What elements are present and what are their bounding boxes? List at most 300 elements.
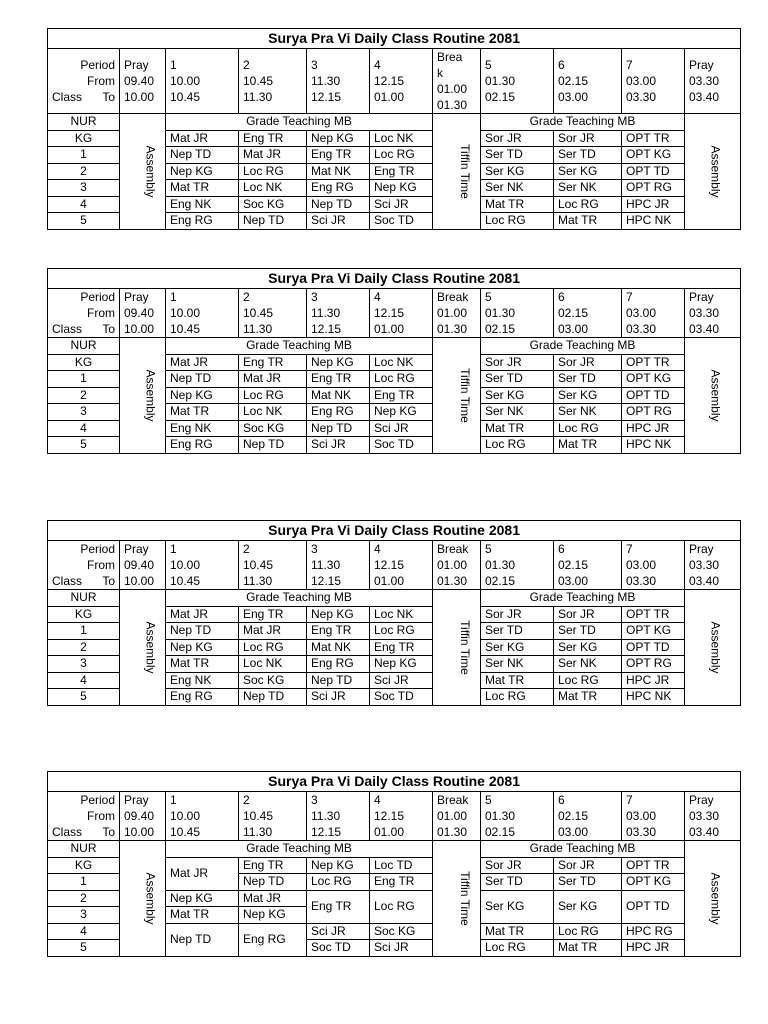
subject-cell: Mat JR — [239, 147, 307, 164]
subject-cell: Ser TD — [481, 623, 554, 640]
subject-cell: Soc KG — [239, 420, 307, 437]
assembly-label: Assembly — [708, 872, 723, 925]
assembly-label: Assembly — [708, 145, 723, 198]
period-to: 12.15 — [311, 825, 342, 839]
subject-cell: Eng RG — [239, 923, 307, 956]
class-routine-table — [47, 520, 741, 706]
routine-title: Surya Pra Vi Daily Class Routine 2081 — [48, 772, 741, 792]
period-to: 03.00 — [558, 825, 589, 839]
class-label: Class — [52, 90, 83, 104]
subject-cell: OPT RG — [622, 180, 685, 197]
subject-cell: Mat TR — [166, 180, 239, 197]
grade-teaching-first: Grade Teaching MB — [166, 841, 433, 858]
period-label: Period — [80, 542, 115, 556]
period-to: 12.15 — [311, 574, 342, 588]
assembly-label: Assembly — [143, 145, 158, 198]
period-from: 01.30 — [485, 558, 516, 572]
subject-cell: Eng TR — [307, 623, 370, 640]
period-from: 03.00 — [626, 558, 657, 572]
subject-cell: Ser TD — [481, 147, 554, 164]
subject-cell: Mat TR — [554, 213, 622, 230]
pray-label: Pray — [689, 542, 714, 556]
class-label: Class — [52, 825, 83, 839]
subject-cell: Soc KG — [239, 672, 307, 689]
period-number: 1 — [170, 793, 177, 807]
subject-cell: Ser TD — [554, 147, 622, 164]
grade-teaching-first: Grade Teaching MB — [166, 114, 433, 131]
class-routine-table — [47, 28, 741, 230]
period-header-2 — [239, 792, 307, 841]
subject-cell: Mat NK — [307, 639, 370, 656]
subject-cell: Eng RG — [307, 656, 370, 673]
period-from: 10.45 — [243, 558, 274, 572]
subject-cell: Loc RG — [370, 623, 433, 640]
period-header-5 — [481, 792, 554, 841]
subject-cell: Nep TD — [166, 623, 239, 640]
subject-cell: Nep KG — [166, 890, 239, 907]
subject-cell: Eng TR — [239, 857, 307, 874]
subject-cell: Loc RG — [554, 196, 622, 213]
pray-start-from: 09.40 — [124, 74, 155, 88]
period-number: 3 — [311, 793, 318, 807]
period-header-7 — [622, 792, 685, 841]
period-header-5 — [481, 289, 554, 338]
pray-start-cell — [120, 541, 166, 590]
assembly-start — [120, 338, 166, 454]
break-header — [433, 289, 481, 338]
period-to: 10.45 — [170, 90, 201, 104]
subject-cell: Eng RG — [166, 689, 239, 706]
subject-cell: Nep KG — [370, 180, 433, 197]
period-to: 03.30 — [626, 574, 657, 588]
class-routine-table — [47, 268, 741, 454]
break-label: Break — [437, 290, 469, 304]
break-label: Break — [437, 542, 469, 556]
class-nur: NUR — [48, 590, 120, 607]
subject-cell: Sci JR — [307, 437, 370, 454]
pray-label: Pray — [124, 542, 149, 556]
class-nur: NUR — [48, 338, 120, 355]
subject-cell: Loc NK — [239, 656, 307, 673]
period-from: 01.30 — [485, 809, 516, 823]
break-from: 01.00 — [437, 82, 468, 96]
period-number: 5 — [485, 793, 492, 807]
subject-cell: Ser NK — [481, 656, 554, 673]
subject-cell: Loc RG — [554, 420, 622, 437]
period-number: 7 — [626, 58, 633, 72]
period-to: 03.00 — [558, 574, 589, 588]
period-from: 10.00 — [170, 306, 201, 320]
period-from: 02.15 — [558, 306, 589, 320]
period-header-4 — [370, 541, 433, 590]
subject-cell: Eng NK — [166, 420, 239, 437]
subject-cell: Mat TR — [481, 923, 554, 940]
tiffin-time — [433, 114, 481, 230]
to-label: To — [102, 322, 115, 336]
pray-start-from: 09.40 — [124, 558, 155, 572]
pray-start-to: 10.00 — [124, 825, 155, 839]
subject-cell: Sor JR — [554, 354, 622, 371]
period-number: 7 — [626, 793, 633, 807]
period-number: 1 — [170, 58, 177, 72]
period-number: 6 — [558, 542, 565, 556]
period-from: 12.15 — [374, 306, 405, 320]
period-number: 6 — [558, 793, 565, 807]
period-number: 5 — [485, 290, 492, 304]
period-header-6 — [554, 792, 622, 841]
class-label-cell: 2 — [48, 639, 120, 656]
grade-teaching-second: Grade Teaching MB — [481, 338, 685, 355]
subject-cell: Mat TR — [554, 689, 622, 706]
subject-cell: Nep TD — [239, 689, 307, 706]
subject-cell: Ser TD — [554, 874, 622, 891]
period-to: 02.15 — [485, 825, 516, 839]
subject-cell: OPT KG — [622, 147, 685, 164]
assembly-start — [120, 590, 166, 706]
period-number: 3 — [311, 290, 318, 304]
period-from: 12.15 — [374, 74, 405, 88]
period-number: 2 — [243, 58, 250, 72]
period-to: 10.45 — [170, 322, 201, 336]
subject-cell: Nep KG — [239, 907, 307, 924]
period-to: 03.30 — [626, 322, 657, 336]
subject-cell: Eng TR — [370, 163, 433, 180]
period-number: 4 — [374, 58, 381, 72]
period-to: 03.30 — [626, 825, 657, 839]
subject-cell: OPT TR — [622, 857, 685, 874]
period-from: 01.30 — [485, 74, 516, 88]
subject-cell: Loc NK — [370, 354, 433, 371]
subject-cell: OPT RG — [622, 404, 685, 421]
subject-cell: Eng TR — [307, 147, 370, 164]
period-to: 01.00 — [374, 825, 405, 839]
subject-cell: Nep TD — [239, 874, 307, 891]
break-header — [433, 49, 481, 114]
period-number: 7 — [626, 290, 633, 304]
subject-cell: Ser TD — [554, 623, 622, 640]
pray-label: Pray — [689, 290, 714, 304]
subject-cell: Ser NK — [481, 180, 554, 197]
pray-label: Pray — [124, 290, 149, 304]
period-from: 12.15 — [374, 809, 405, 823]
subject-cell: Nep KG — [307, 857, 370, 874]
subject-cell: Sci JR — [370, 196, 433, 213]
subject-cell: Ser KG — [481, 639, 554, 656]
subject-cell: Loc NK — [370, 130, 433, 147]
assembly-start — [120, 841, 166, 957]
class-label: Class — [52, 322, 83, 336]
period-number: 4 — [374, 290, 381, 304]
period-header-3 — [307, 541, 370, 590]
period-to: 11.30 — [243, 825, 273, 839]
period-header-6 — [554, 541, 622, 590]
subject-cell: Mat JR — [239, 890, 307, 907]
subject-cell: Mat TR — [166, 907, 239, 924]
pray-end-to: 03.40 — [689, 574, 720, 588]
class-label-cell: 1 — [48, 371, 120, 388]
period-from: 03.00 — [626, 74, 657, 88]
subject-cell: Nep KG — [307, 130, 370, 147]
subject-cell: OPT TD — [622, 163, 685, 180]
tiffin-time — [433, 338, 481, 454]
pray-end-from: 03.30 — [689, 558, 720, 572]
subject-cell: Ser TD — [481, 371, 554, 388]
subject-cell: Mat JR — [166, 857, 239, 890]
from-label: From — [87, 558, 115, 572]
period-from: 02.15 — [558, 809, 589, 823]
break-label: Break — [437, 793, 469, 807]
grade-teaching-second: Grade Teaching MB — [481, 590, 685, 607]
class-label-cell: 3 — [48, 404, 120, 421]
grade-teaching-second: Grade Teaching MB — [481, 114, 685, 131]
period-header-1 — [166, 541, 239, 590]
class-label-cell: 4 — [48, 196, 120, 213]
period-number: 7 — [626, 542, 633, 556]
subject-cell: OPT TD — [622, 387, 685, 404]
period-from: 03.00 — [626, 306, 657, 320]
break-to: 01.30 — [437, 825, 468, 839]
class-label-cell: KG — [48, 354, 120, 371]
subject-cell: Mat TR — [481, 672, 554, 689]
period-header-5 — [481, 541, 554, 590]
subject-cell: Loc RG — [481, 689, 554, 706]
class-label-cell: 2 — [48, 163, 120, 180]
subject-cell: Sci JR — [370, 672, 433, 689]
class-label-cell: 4 — [48, 420, 120, 437]
to-label: To — [102, 90, 115, 104]
subject-cell: Mat JR — [239, 371, 307, 388]
period-from: 12.15 — [374, 558, 405, 572]
subject-cell: Mat JR — [166, 130, 239, 147]
break-label: Brea — [437, 50, 463, 64]
subject-cell: Loc RG — [481, 940, 554, 957]
grade-teaching-second: Grade Teaching MB — [481, 841, 685, 858]
period-label-cell — [48, 49, 120, 114]
subject-cell: Loc RG — [370, 371, 433, 388]
subject-cell: Loc RG — [481, 437, 554, 454]
period-to: 03.30 — [626, 90, 657, 104]
pray-start-from: 09.40 — [124, 306, 155, 320]
subject-cell: Nep TD — [239, 213, 307, 230]
period-to: 12.15 — [311, 90, 342, 104]
subject-cell: Nep KG — [166, 163, 239, 180]
break-to: 01.30 — [437, 574, 468, 588]
period-header-7 — [622, 289, 685, 338]
subject-cell: Mat JR — [166, 606, 239, 623]
tiffin-time — [433, 590, 481, 706]
subject-cell: Eng TR — [370, 639, 433, 656]
pray-end-cell — [685, 541, 741, 590]
subject-cell: Eng TR — [307, 890, 370, 923]
class-label-cell: 2 — [48, 387, 120, 404]
grade-teaching-first: Grade Teaching MB — [166, 338, 433, 355]
period-number: 1 — [170, 290, 177, 304]
subject-cell: Sor JR — [554, 857, 622, 874]
subject-cell: OPT TR — [622, 606, 685, 623]
subject-cell: Eng RG — [307, 404, 370, 421]
subject-cell: HPC NK — [622, 437, 685, 454]
subject-cell: Loc RG — [554, 923, 622, 940]
subject-cell: Soc TD — [307, 940, 370, 957]
tiffin-time — [433, 841, 481, 957]
pray-end-from: 03.30 — [689, 306, 720, 320]
pray-end-from: 03.30 — [689, 74, 720, 88]
period-number: 3 — [311, 542, 318, 556]
period-header-6 — [554, 289, 622, 338]
subject-cell: OPT TR — [622, 354, 685, 371]
pray-start-cell — [120, 792, 166, 841]
period-header-7 — [622, 49, 685, 114]
subject-cell: Ser NK — [554, 180, 622, 197]
subject-cell: Mat NK — [307, 163, 370, 180]
subject-cell: Ser KG — [481, 163, 554, 180]
subject-cell: Loc RG — [370, 890, 433, 923]
period-number: 2 — [243, 793, 250, 807]
subject-cell: Mat JR — [166, 354, 239, 371]
class-label-cell: 1 — [48, 623, 120, 640]
subject-cell: Sci JR — [307, 213, 370, 230]
subject-cell: Eng RG — [307, 180, 370, 197]
period-to: 02.15 — [485, 574, 516, 588]
period-number: 6 — [558, 290, 565, 304]
tiffin-label: Tiffin Time — [457, 870, 472, 926]
pray-start-cell — [120, 49, 166, 114]
assembly-end — [685, 114, 741, 230]
subject-cell: Sor JR — [554, 130, 622, 147]
break-from: 01.00 — [437, 558, 468, 572]
class-nur: NUR — [48, 841, 120, 858]
subject-cell: Eng NK — [166, 196, 239, 213]
period-from: 11.30 — [311, 809, 341, 823]
break-from: 01.00 — [437, 809, 468, 823]
period-to: 03.00 — [558, 90, 589, 104]
period-label: Period — [80, 290, 115, 304]
period-header-1 — [166, 792, 239, 841]
subject-cell: Ser NK — [554, 656, 622, 673]
subject-cell: Loc NK — [370, 606, 433, 623]
subject-cell: Nep KG — [166, 639, 239, 656]
subject-cell: Eng TR — [239, 606, 307, 623]
period-from: 03.00 — [626, 809, 657, 823]
subject-cell: Mat JR — [239, 623, 307, 640]
break-header — [433, 541, 481, 590]
assembly-label: Assembly — [143, 369, 158, 422]
period-number: 1 — [170, 542, 177, 556]
subject-cell: HPC NK — [622, 213, 685, 230]
subject-cell: Sor JR — [481, 606, 554, 623]
class-label-cell: KG — [48, 857, 120, 874]
pray-end-cell — [685, 792, 741, 841]
subject-cell: Eng TR — [370, 874, 433, 891]
subject-cell: OPT RG — [622, 656, 685, 673]
subject-cell: Eng RG — [166, 213, 239, 230]
class-label: Class — [52, 574, 83, 588]
subject-cell: Nep TD — [307, 196, 370, 213]
subject-cell: HPC JR — [622, 940, 685, 957]
period-to: 10.45 — [170, 574, 201, 588]
subject-cell: Ser NK — [481, 404, 554, 421]
period-to: 11.30 — [243, 574, 273, 588]
subject-cell: Nep KG — [166, 387, 239, 404]
subject-cell: Nep KG — [307, 606, 370, 623]
subject-cell: Nep KG — [370, 404, 433, 421]
subject-cell: OPT TR — [622, 130, 685, 147]
pray-label: Pray — [124, 793, 149, 807]
subject-cell: Ser TD — [481, 874, 554, 891]
subject-cell: Sci JR — [307, 689, 370, 706]
subject-cell: Ser KG — [481, 387, 554, 404]
pray-end-to: 03.40 — [689, 90, 720, 104]
class-label-cell: 4 — [48, 923, 120, 940]
pray-start-to: 10.00 — [124, 322, 155, 336]
subject-cell: Loc RG — [370, 147, 433, 164]
period-header-3 — [307, 792, 370, 841]
subject-cell: Sci JR — [370, 940, 433, 957]
period-header-1 — [166, 289, 239, 338]
assembly-start — [120, 114, 166, 230]
period-header-3 — [307, 289, 370, 338]
subject-cell: Mat TR — [554, 940, 622, 957]
period-header-2 — [239, 49, 307, 114]
subject-cell: Nep TD — [307, 420, 370, 437]
period-header-3 — [307, 49, 370, 114]
assembly-label: Assembly — [708, 369, 723, 422]
subject-cell: Eng TR — [239, 354, 307, 371]
subject-cell: OPT KG — [622, 371, 685, 388]
grade-teaching-first: Grade Teaching MB — [166, 590, 433, 607]
period-number: 4 — [374, 542, 381, 556]
period-header-5 — [481, 49, 554, 114]
break-to: 01.30 — [437, 322, 468, 336]
subject-cell: Soc KG — [370, 923, 433, 940]
pray-end-cell — [685, 289, 741, 338]
period-label-cell — [48, 541, 120, 590]
from-label: From — [87, 809, 115, 823]
subject-cell: Mat TR — [166, 656, 239, 673]
period-to: 12.15 — [311, 322, 342, 336]
period-to: 10.45 — [170, 825, 201, 839]
subject-cell: Loc NK — [239, 180, 307, 197]
subject-cell: Soc KG — [239, 196, 307, 213]
pray-label: Pray — [124, 58, 149, 72]
subject-cell: Nep TD — [166, 923, 239, 956]
pray-end-to: 03.40 — [689, 825, 720, 839]
period-to: 01.00 — [374, 574, 405, 588]
pray-start-to: 10.00 — [124, 574, 155, 588]
subject-cell: HPC RG — [622, 923, 685, 940]
period-to: 11.30 — [243, 322, 273, 336]
period-label-cell — [48, 289, 120, 338]
period-to: 03.00 — [558, 322, 589, 336]
subject-cell: HPC JR — [622, 420, 685, 437]
subject-cell: OPT KG — [622, 874, 685, 891]
assembly-label: Assembly — [143, 621, 158, 674]
period-from: 10.45 — [243, 809, 274, 823]
subject-cell: Sor JR — [481, 130, 554, 147]
class-label-cell: 5 — [48, 213, 120, 230]
period-header-1 — [166, 49, 239, 114]
subject-cell: Ser KG — [554, 890, 622, 923]
subject-cell: Nep KG — [307, 354, 370, 371]
pray-end-cell — [685, 49, 741, 114]
subject-cell: Loc RG — [481, 213, 554, 230]
period-to: 01.00 — [374, 90, 405, 104]
period-to: 11.30 — [243, 90, 273, 104]
period-label-cell — [48, 792, 120, 841]
class-label-cell: 2 — [48, 890, 120, 907]
subject-cell: Sci JR — [307, 923, 370, 940]
period-header-4 — [370, 792, 433, 841]
